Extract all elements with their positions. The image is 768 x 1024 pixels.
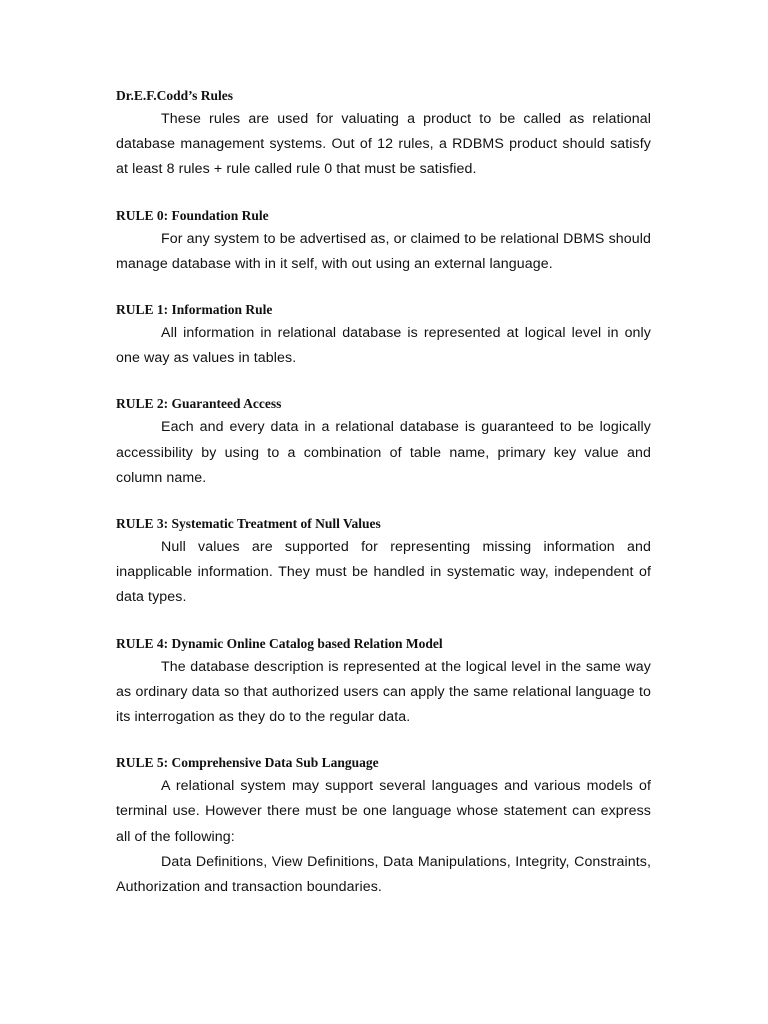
intro-paragraph: These rules are used for valuating a product to be called as relational database management systems. Out of 12 rules, a RDBMS product should satisfy at least 8 rules + rule called rule 0 that must be satisfied. bbox=[116, 111, 651, 178]
rule-2-heading: RULE 2: Guaranteed Access bbox=[116, 396, 282, 412]
rule-1-paragraph: All information in relational database is represented at logical level in only one way as values in tables. bbox=[116, 325, 651, 367]
rule-5-heading: RULE 5: Comprehensive Data Sub Language bbox=[116, 755, 379, 771]
rule-5-list-paragraph: Data Definitions, View Definitions, Data Manipulations, Integrity, Constraints, Authorization and transaction boundaries. bbox=[116, 853, 651, 896]
rule-4-paragraph: The database description is represented at the logical level in the same way as ordinary data so that authorized users can apply the same relational language to its interrogation as they do to the regular data. bbox=[116, 658, 651, 726]
rule-4-section bbox=[116, 633, 651, 731]
rule-3-paragraph: Null values are supported for representing missing information and inapplicable information. They must be handled in systematic way, independent of data types. bbox=[116, 539, 651, 606]
rule-5-paragraph: A relational system may support several languages and various models of terminal use. However there must be one language whose statement can express all of the following: bbox=[116, 778, 651, 845]
rule-2-section bbox=[116, 393, 651, 491]
document-body bbox=[116, 85, 651, 922]
rule-1-section bbox=[116, 299, 651, 371]
intro-section bbox=[116, 85, 651, 183]
rule-5-section bbox=[116, 752, 651, 900]
rule-0-heading: RULE 0: Foundation Rule bbox=[116, 207, 269, 223]
rule-1-heading: RULE 1: Information Rule bbox=[116, 302, 273, 318]
rule-2-paragraph: Each and every data in a relational database is guaranteed to be logically accessibility by using to a combination of table name, primary key value and column name. bbox=[116, 419, 651, 486]
rule-3-section bbox=[116, 513, 651, 611]
document-title: Dr.E.F.Codd’s Rules bbox=[116, 88, 234, 103]
rule-3-heading: RULE 3: Systematic Treatment of Null Values bbox=[116, 516, 381, 532]
rule-0-paragraph: For any system to be advertised as, or claimed to be relational DBMS should manage database with in it self, with out using an external language. bbox=[116, 230, 651, 272]
rule-0-section bbox=[116, 205, 651, 277]
rule-4-heading: RULE 4: Dynamic Online Catalog based Relation Model bbox=[116, 635, 443, 651]
